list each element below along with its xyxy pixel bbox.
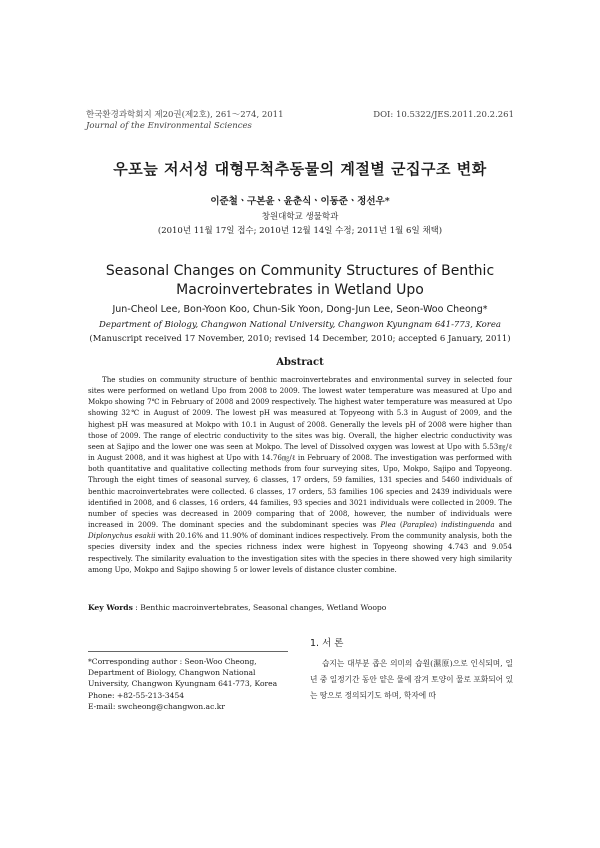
footnote-email: E-mail: swcheong@changwon.ac.kr	[88, 701, 225, 711]
english-authors: Jun-Cheol Lee, Bon-Yoon Koo, Chun-Sik Yoon, Dong-Jun Lee, Seon-Woo Cheong*	[112, 304, 488, 315]
footnote-rule	[88, 651, 288, 652]
intro-body: 습지는 대부분 좁은 의미의 습원(濕原)으로 인식되며, 일 년 중 일정기간 동안 얕은 물에 잠겨 토양이 물로 포화되어 있는 땅으로 정의되기도 하며, 학자에 따	[310, 659, 513, 701]
english-title	[0, 262, 600, 300]
footnote-phone: Phone: +82-55-213-3454	[88, 690, 185, 700]
korean-dates: (2010년 11월 17일 접수; 2010년 12월 14일 수정; 2011년 1월 6일 채택)	[157, 226, 443, 236]
abstract-part2: with 20.16% and 11.90% of dominant indices respectively. From the community analysis, both the species diversity index and the species richness index were highest in Topyeong showing 4.743 and 9.054 respectively. The similarity evaluation to the investigation sites with the species in there showed very high similarity among Upo, Mokpo and Sajipo showing 5 or lower levels of distance cluster combine.	[88, 531, 513, 574]
corresponding-footnote	[88, 656, 293, 712]
footnote-author: *Corresponding author : Seon-Woo Cheong, Department of Biology, Changwon National University, Changwon Kyungnam 641-773, Korea	[88, 657, 278, 689]
korean-title: 우포늪 저서성 대형무척추동물의 계절별 군집구조 변화	[113, 160, 487, 178]
doi: DOI: 10.5322/JES.2011.20.2.261	[373, 110, 514, 120]
paren-close: )	[434, 520, 441, 530]
keywords-label: Key Words	[88, 603, 133, 612]
species-epithet: indistinguenda	[441, 520, 495, 530]
journal-header	[86, 110, 283, 132]
species-plea: Plea	[380, 520, 396, 530]
journal-name-en: Journal of the Environmental Sciences	[86, 121, 252, 131]
paren-open: (	[395, 520, 403, 530]
keywords-text: : Benthic macroinvertebrates, Seasonal changes, Wetland Woopo	[132, 603, 387, 612]
abstract-part1: The studies on community structure of benthic macroinvertebrates and environmental survey in selected four sites were performed on wetland Upo from 2008 to 2009. The lowest water temperature was measured at Upo and Mokpo showing 7℃ in February of 2008 and 2009 respectively. The highest water temperature was measured at Upo showing 32℃ in August of 2009. The lowest pH was measured at Topyeong with 5.3 in August of 2009, and the highest pH was measured at Mokpo with 10.1 in August of 2008. Generally the levels pH of 2008 were higher than those of 2009. The range of electric conductivity to the sites was big. Overall, the higher electric conductivity was seen at Sajipo and the lower one was seen at Mokpo. The level of Dissolved oxygen was lowest at Upo with 5.53㎎/ℓ in August 2008, and it was highest at Upo with 14.76㎎/ℓ in February of 2008. The investigation was performed with both quantitative and qualitative collecting methods from four surveying sites, Upo, Mokpo, Sajipo and Topyeong. Through the eight times of seasonal survey, 6 classes, 17 orders, 59 families, 131 species and 5460 individuals of benthic macroinvertebrates were collected. 6 classes, 17 orders, 53 families 106 species and 2439 individuals were identified in 2008, and 6 classes, 16 orders, 44 families, 93 species and 3021 individuals were collected in 2009. The number of species was decreased in 2009 comparing that of 2008, however, the number of individuals were increased in 2009. The dominant species and the subdominant species was	[88, 375, 512, 530]
english-title-line2: Macroinvertebrates in Wetland Upo	[176, 282, 424, 298]
species-paraplea: Paraplea	[402, 520, 435, 530]
english-title-line1: Seasonal Changes on Community Structures of Benthic	[105, 263, 495, 279]
journal-citation-ko: 한국환경과학회지 제20권(제2호), 261～274, 2011	[86, 110, 284, 120]
keywords	[88, 603, 386, 612]
abstract-body	[88, 374, 512, 575]
and-word: and	[494, 520, 512, 530]
english-dates: (Manuscript received 17 November, 2010; revised 14 December, 2010; accepted 6 January, 2011)	[89, 334, 511, 344]
english-affiliation: Department of Biology, Changwon National University, Changwon Kyungnam 641-773, Korea	[99, 320, 501, 330]
korean-authors: 이준철ㆍ구본윤ㆍ윤춘식ㆍ이동준ㆍ정선우*	[210, 196, 390, 207]
abstract-heading: Abstract	[276, 357, 324, 368]
section-heading-intro: 1. 서 론	[310, 638, 344, 649]
species-diplonychus: Diplonychus esakii	[88, 531, 156, 541]
korean-affiliation: 창원대학교 생물학과	[261, 212, 339, 222]
